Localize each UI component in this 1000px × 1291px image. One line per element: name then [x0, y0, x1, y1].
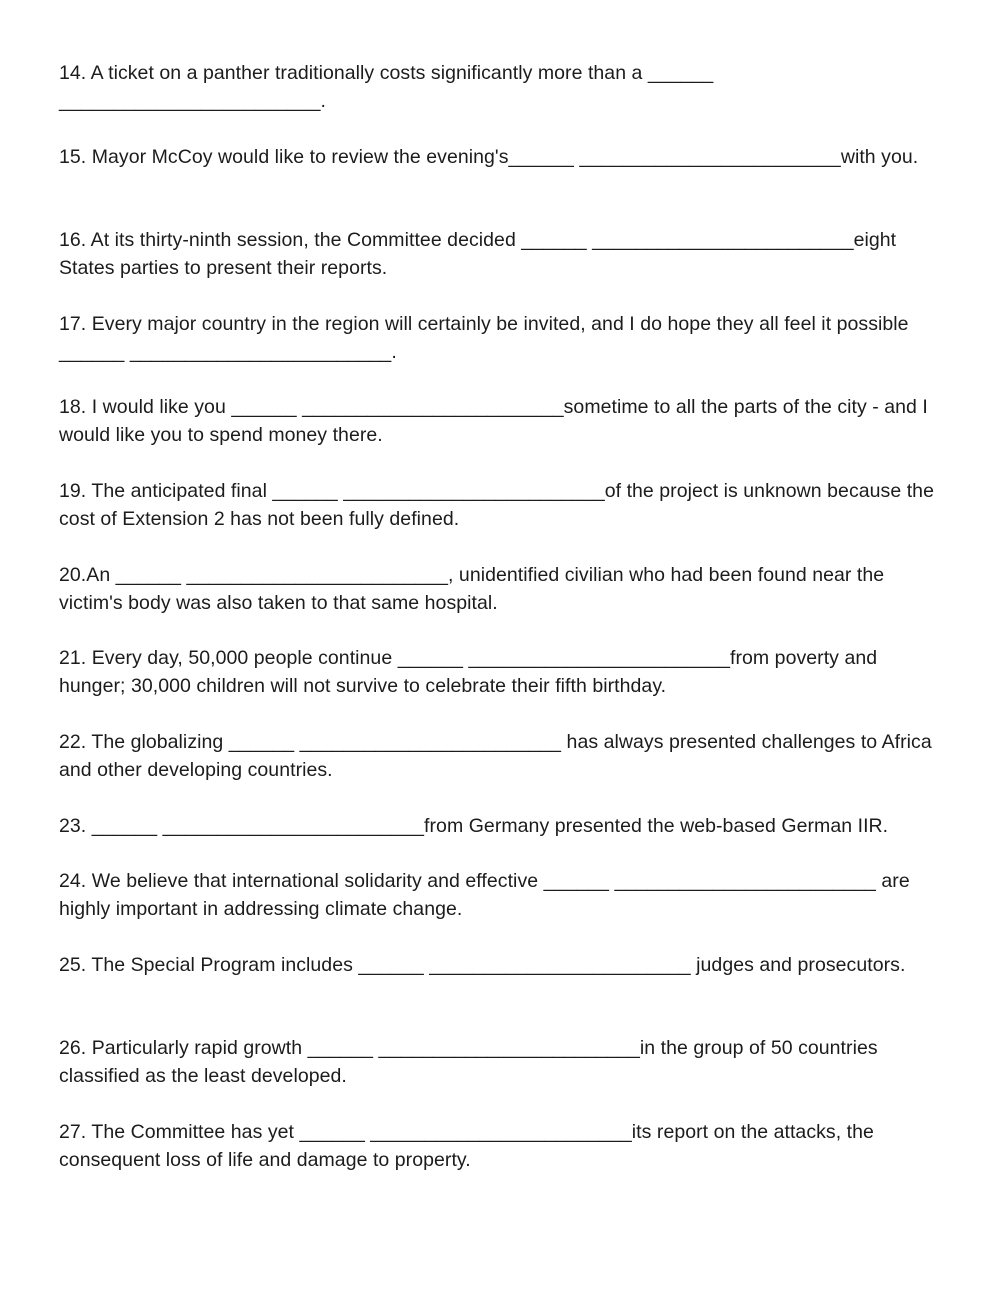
question-25: 25. The Special Program includes ______ ________________________ judges and prosecutors. — [59, 954, 906, 976]
question-26: 26. Particularly rapid growth ______ ________________________in the group of 50 countries classified as the least developed. — [59, 1037, 878, 1087]
question-15: 15. Mayor McCoy would like to review the evening's______ ________________________with you. — [59, 146, 919, 168]
question-17: 17. Every major country in the region will certainly be invited, and I do hope they all feel it possible ______ ________________________. — [59, 313, 909, 363]
question-19: 19. The anticipated final ______ ________________________of the project is unknown because the cost of Extension 2 has not been fully defined. — [59, 480, 934, 530]
question-21: 21. Every day, 50,000 people continue ______ ________________________from poverty and hunger; 30,000 children will not survive to celebrate their fifth birthday. — [59, 647, 878, 697]
question-22: 22. The globalizing ______ ________________________ has always presented challenges to Africa and other developing countries. — [59, 731, 932, 781]
question-18: 18. I would like you ______ ________________________sometime to all the parts of the city - and I would like you to spend money there. — [59, 396, 928, 446]
question-20: 20.An ______ ________________________, unidentified civilian who had been found near the victim's body was also taken to that same hospital. — [59, 564, 885, 614]
question-27: 27. The Committee has yet ______ ________________________its report on the attacks, the consequent loss of life and damage to property. — [59, 1121, 874, 1171]
question-24: 24. We believe that international solidarity and effective ______ ________________________ are highly important in addressing climate change. — [59, 870, 910, 920]
question-14: 14. A ticket on a panther traditionally costs significantly more than a ______ ________________________. — [59, 62, 714, 112]
question-23: 23. ______ ________________________from Germany presented the web-based German IIR. — [59, 815, 889, 837]
question-16: 16. At its thirty-ninth session, the Committee decided ______ ________________________eight States parties to present their reports. — [59, 229, 897, 279]
